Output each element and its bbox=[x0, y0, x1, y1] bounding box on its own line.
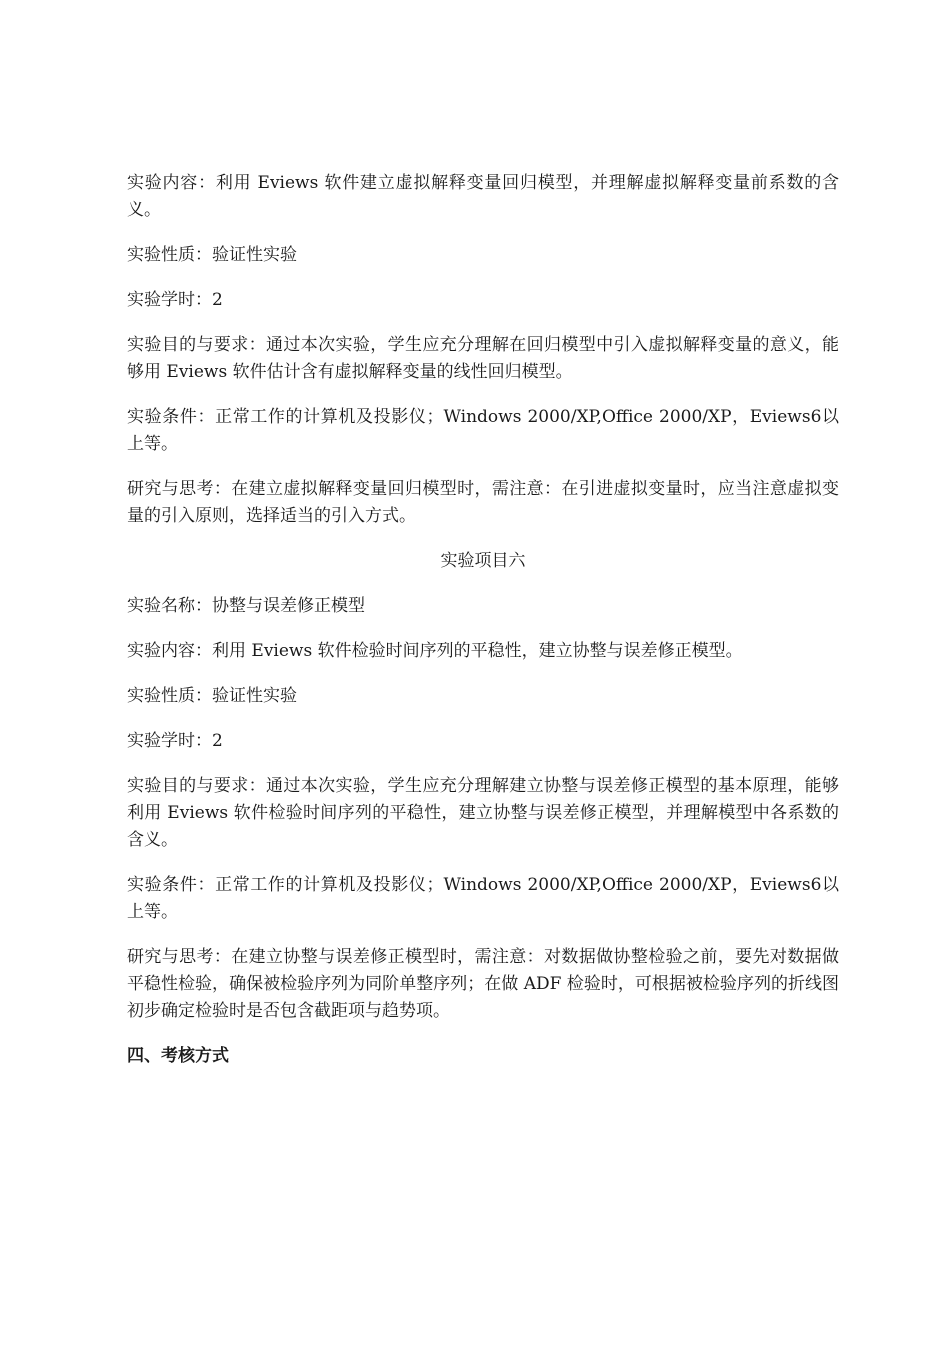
paragraph-thinking-6: 研究与思考：在建立协整与误差修正模型时，需注意：对数据做协整检验之前，要先对数据做平稳性检验，确保被检验序列为同阶单整序列；在做 ADF 检验时，可根据被检验序列的折线图初步确定检验时是否包含截距项与趋势项。 bbox=[127, 947, 839, 1021]
paragraph-name-6: 实验名称：协整与误差修正模型 bbox=[127, 596, 365, 616]
paragraph-nature-5: 实验性质：验证性实验 bbox=[127, 245, 297, 265]
section-heading: 四、考核方式 bbox=[127, 1046, 229, 1066]
paragraph-thinking-5: 研究与思考：在建立虚拟解释变量回归模型时，需注意：在引进虚拟变量时，应当注意虚拟变量的引入原则，选择适当的引入方式。 bbox=[127, 479, 839, 526]
project-title: 实验项目六 bbox=[440, 551, 526, 571]
paragraph-objectives-5: 实验目的与要求：通过本次实验，学生应充分理解在回归模型中引入虚拟解释变量的意义，能够用 Eviews 软件估计含有虚拟解释变量的线性回归模型。 bbox=[127, 335, 839, 382]
paragraph-content-6: 实验内容：利用 Eviews 软件检验时间序列的平稳性，建立协整与误差修正模型。 bbox=[127, 641, 743, 661]
paragraph-conditions-6: 实验条件：正常工作的计算机及投影仪；Windows 2000/XP,Office 2000/XP，Eviews6以上等。 bbox=[127, 875, 839, 922]
paragraph-objectives-6: 实验目的与要求：通过本次实验，学生应充分理解建立协整与误差修正模型的基本原理，能够利用 Eviews 软件检验时间序列的平稳性，建立协整与误差修正模型，并理解模型中各系数的含义。 bbox=[127, 776, 839, 850]
paragraph-nature-6: 实验性质：验证性实验 bbox=[127, 686, 297, 706]
paragraph-hours-6: 实验学时：2 bbox=[127, 731, 223, 751]
document-page bbox=[127, 170, 839, 1070]
paragraph-content-5: 实验内容：利用 Eviews 软件建立虚拟解释变量回归模型，并理解虚拟解释变量前系数的含义。 bbox=[127, 173, 839, 220]
paragraph-conditions-5: 实验条件：正常工作的计算机及投影仪；Windows 2000/XP,Office 2000/XP，Eviews6以上等。 bbox=[127, 407, 839, 454]
paragraph-hours-5: 实验学时：2 bbox=[127, 290, 223, 310]
